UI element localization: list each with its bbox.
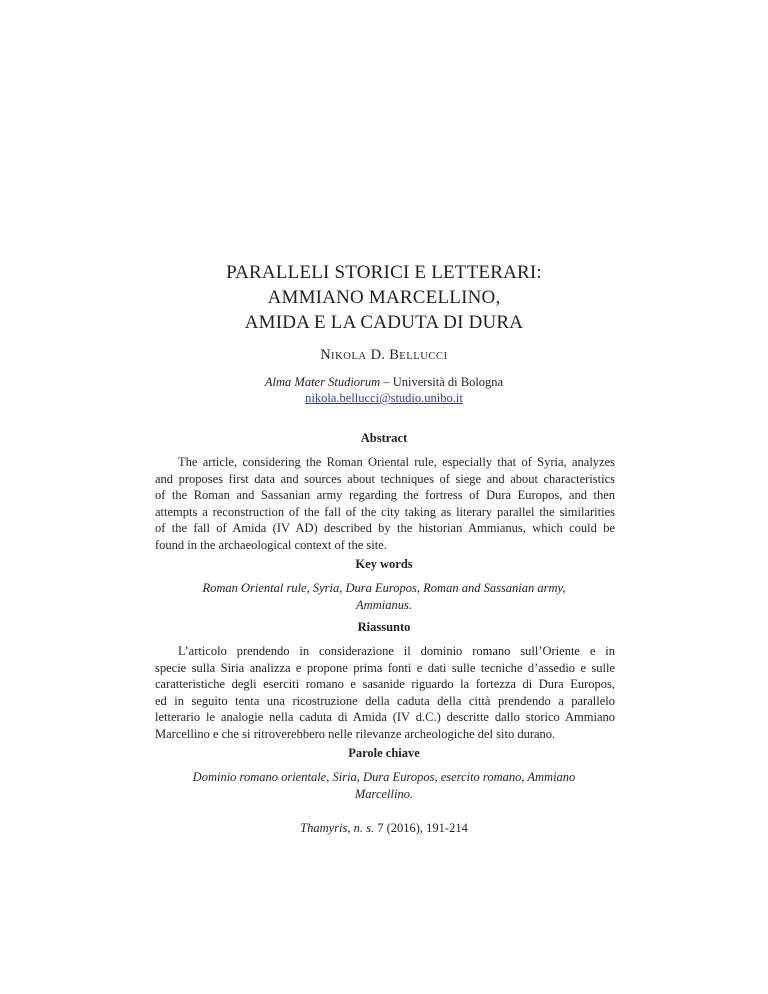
title-line-3: AMIDA E LA CADUTA DI DURA: [244, 312, 524, 333]
riassunto-heading: Riassunto: [357, 620, 411, 634]
title-line-2: AMMIANO MARCELLINO,: [267, 287, 501, 308]
journal-citation: Thamyris, n. s. 7 (2016), 191-214: [300, 821, 468, 835]
author-name: NIKOLA D. BELLUCCI: [320, 347, 448, 363]
abstract-heading: Abstract: [360, 431, 408, 445]
parole-chiave-heading: Parole chiave: [348, 746, 420, 760]
key-words-list: Roman Oriental rule, Syria, Dura Europos, Roman and Sassanian army, Ammianus.: [202, 581, 566, 612]
article-title: [0, 260, 768, 335]
author-affiliation: [0, 374, 768, 406]
key-words-heading: Key words: [355, 557, 413, 571]
abstract-body: The article, considering the Roman Oriental rule, especially that of Syria, analyzes and proposes first data and sources about techniques of siege and about characteristics of the Roman and Sassanian army regarding the fortress of Dura Europos, and then attempts a reconstruction of the fall of the city taking as literary parallel the similarities of the fall of Amida (IV AD) described by the historian Ammianus, which could be found in the archaeological context of the site.: [155, 455, 615, 552]
riassunto-body: L’articolo prendendo in considerazione il dominio romano sull’Oriente e in specie sulla Siria analizza e propone prima fonti e dati sulle tecniche d’assedio e sulle caratteristiche degli eserciti romano e sasanide riguardo la fortezza di Dura Europos, ed in seguito tenta una ricostruzione della caduta della città prendendo a parallelo letterario le analogie nella caduta di Amida (IV d.C.) descritte dallo storico Ammiano Marcellino e che si ritroverebbero nelle rilevanze archeologiche del sito durano.: [155, 644, 615, 741]
parole-chiave-list: Dominio romano orientale, Siria, Dura Europos, esercito romano, Ammiano Marcellino.: [192, 770, 576, 801]
author-email-link[interactable]: nikola.bellucci@studio.unibo.it: [305, 391, 463, 405]
title-line-1: PARALLELI STORICI E LETTERARI:: [226, 262, 542, 283]
institution: Alma Mater Studiorum – Università di Bologna: [264, 375, 504, 389]
